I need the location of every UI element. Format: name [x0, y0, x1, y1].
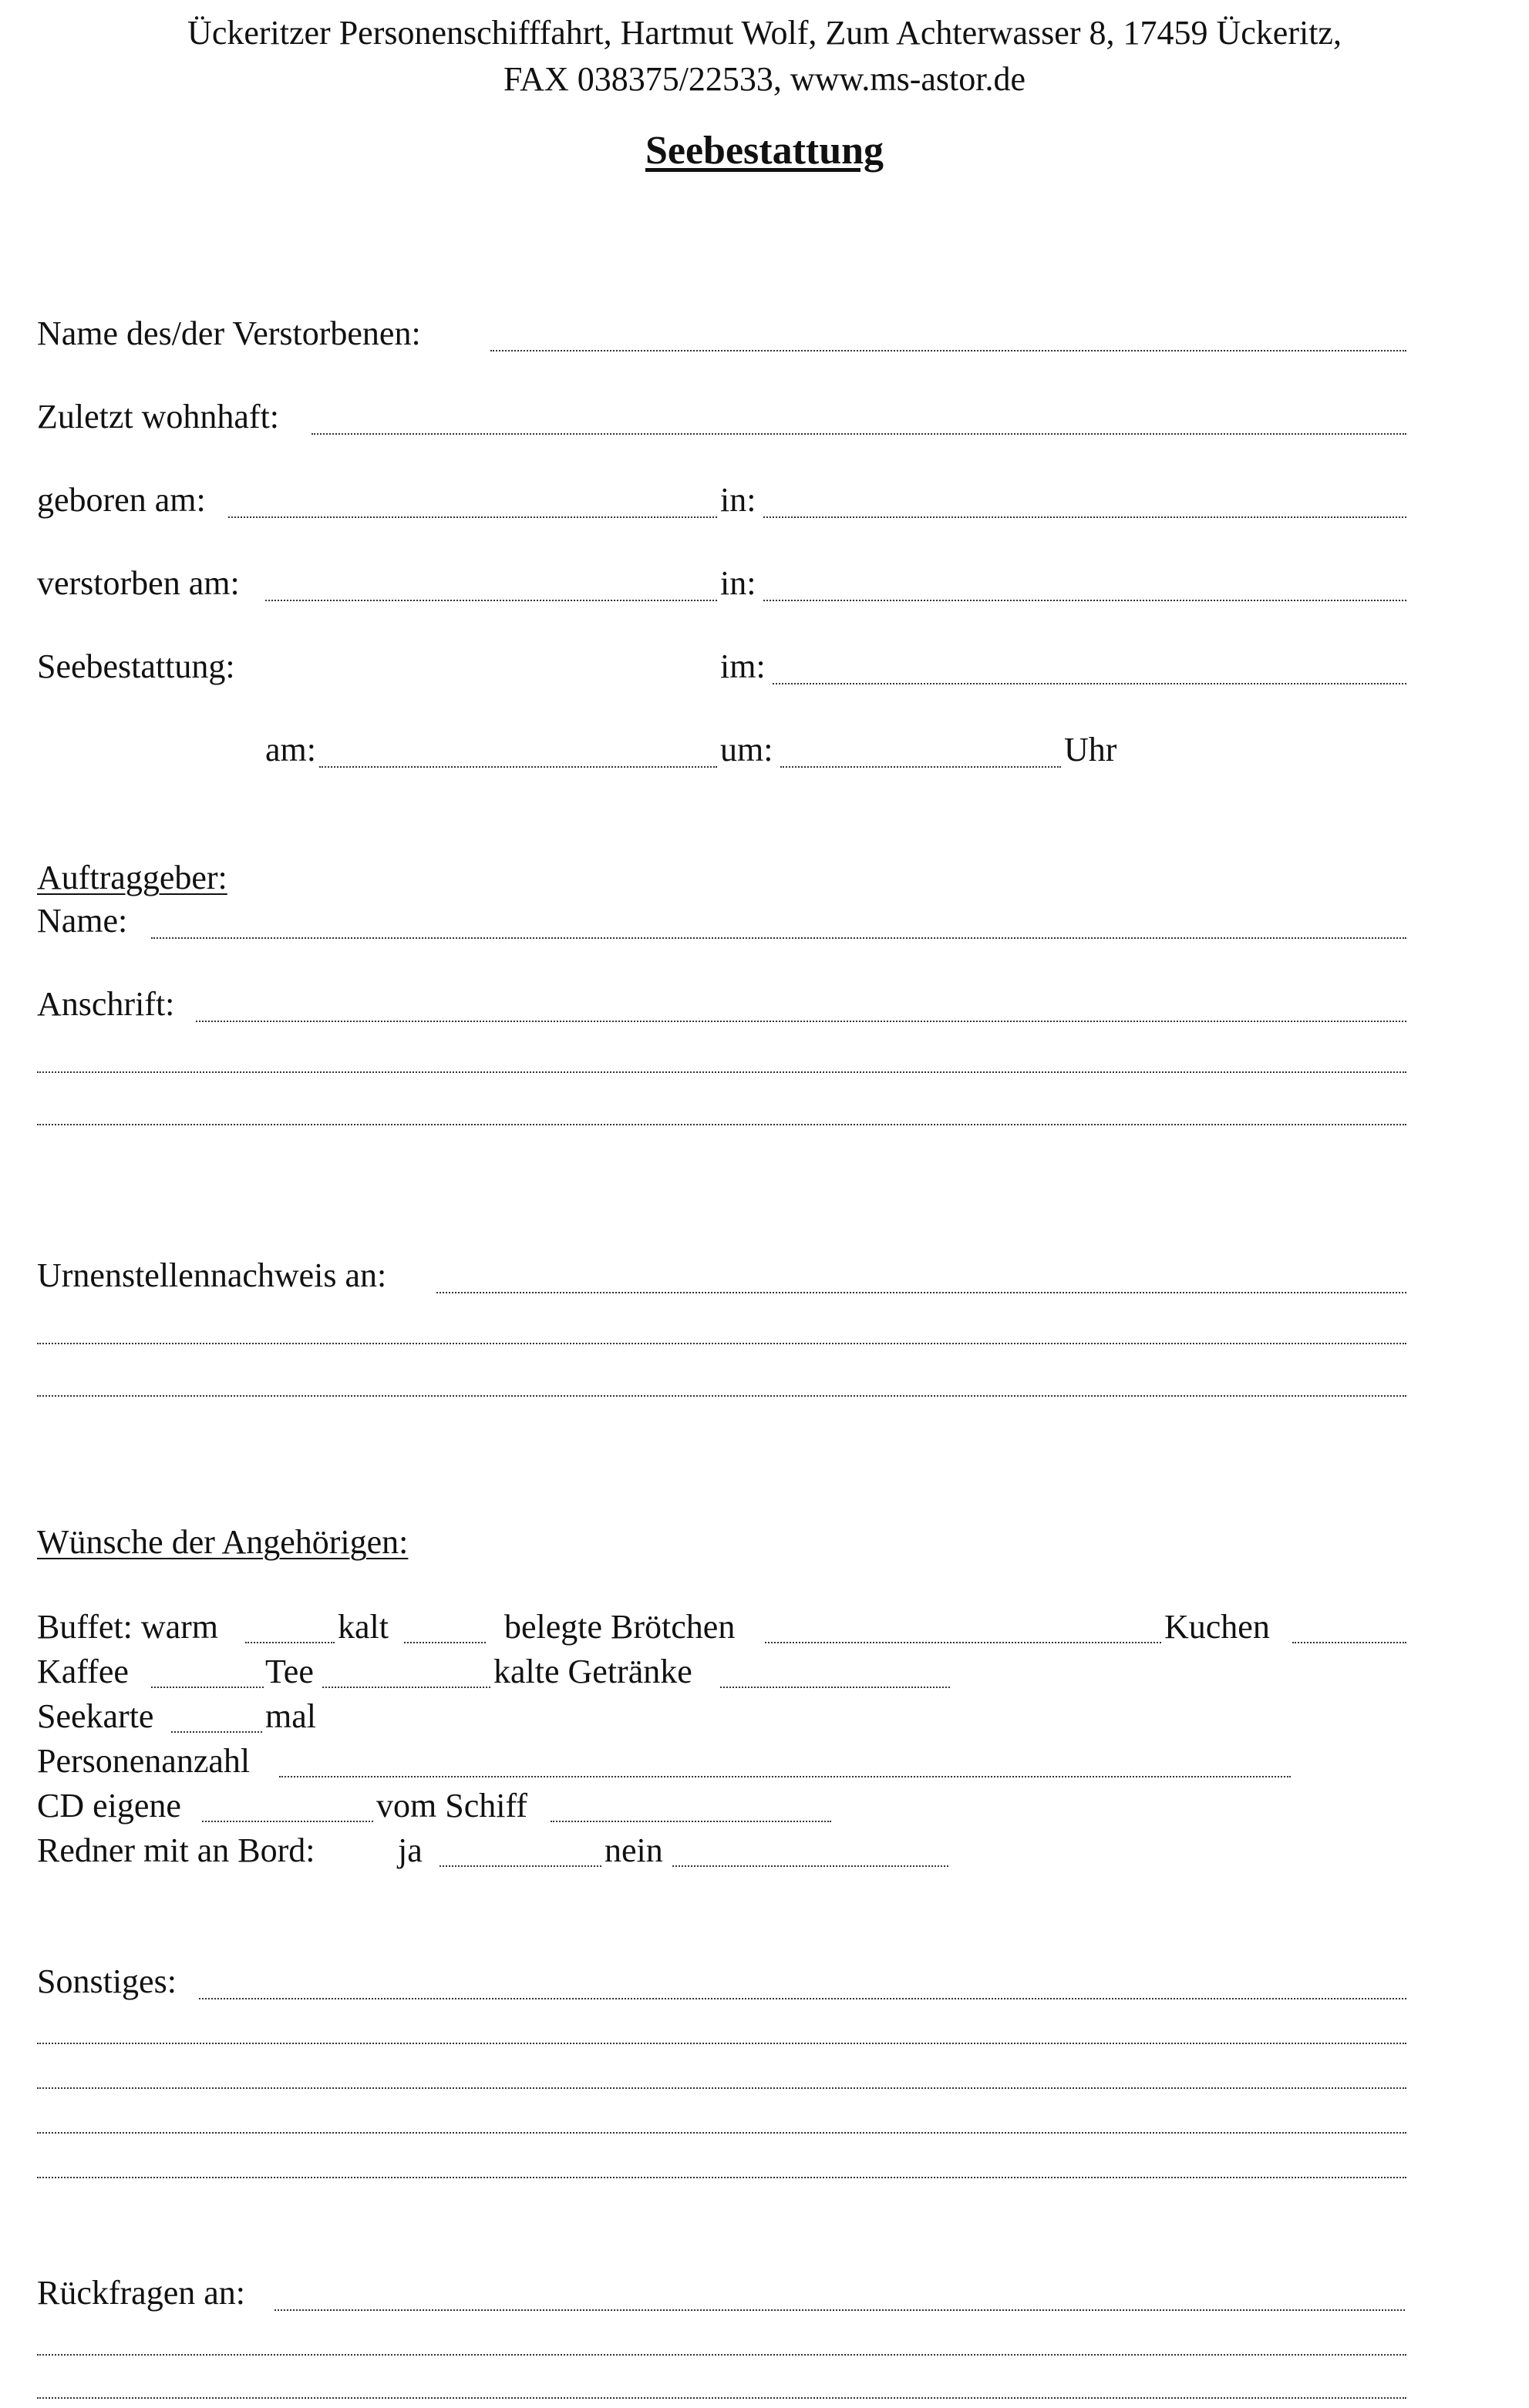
- client-heading: Auftraggeber:: [37, 859, 227, 896]
- buffet-warm-field[interactable]: [245, 1642, 335, 1643]
- rolls-field[interactable]: [765, 1642, 1161, 1643]
- client-address-field-3[interactable]: [37, 1124, 1406, 1125]
- died-place-label: in:: [720, 564, 756, 602]
- client-address-label: Anschrift:: [37, 985, 175, 1023]
- cd-ship-field[interactable]: [551, 1821, 831, 1822]
- wishes-heading: Wünsche der Angehörigen:: [37, 1523, 409, 1561]
- burial-time-field[interactable]: [780, 766, 1061, 768]
- questions-label: Rückfragen an:: [37, 2274, 245, 2312]
- client-name-label: Name:: [37, 902, 128, 940]
- burial-place-label: im:: [720, 647, 766, 685]
- buffet-warm-label: Buffet: warm: [37, 1608, 219, 1646]
- born-place-label: in:: [720, 481, 756, 519]
- cd-own-field[interactable]: [202, 1821, 373, 1822]
- burial-date-label: am:: [265, 731, 316, 768]
- company-address-line-2: FAX 038375/22533, www.ms-astor.de: [503, 60, 1026, 98]
- born-date-label: geboren am:: [37, 481, 206, 519]
- last-residence-label: Zuletzt wohnhaft:: [37, 398, 280, 436]
- misc-label: Sonstiges:: [37, 1962, 177, 2000]
- sea-chart-label: Seekarte: [37, 1697, 154, 1735]
- deceased-name-label: Name des/der Verstorbenen:: [37, 314, 421, 352]
- coffee-field[interactable]: [151, 1687, 264, 1688]
- misc-field-1[interactable]: [199, 1998, 1406, 1999]
- coffee-label: Kaffee: [37, 1653, 129, 1690]
- rolls-label: belegte Brötchen: [504, 1608, 736, 1646]
- company-address-line-1: Ückeritzer Personenschifffahrt, Hartmut Wolf, Zum Achterwasser 8, 17459 Ückeritz,: [187, 14, 1342, 52]
- cold-drinks-label: kalte Getränke: [493, 1653, 692, 1690]
- burial-label: Seebestattung:: [37, 647, 235, 685]
- cd-own-label: CD eigene: [37, 1787, 181, 1824]
- cd-ship-label: vom Schiff: [376, 1787, 527, 1824]
- persons-field[interactable]: [279, 1776, 1291, 1777]
- urn-field-2[interactable]: [37, 1343, 1406, 1344]
- misc-field-2[interactable]: [37, 2043, 1406, 2044]
- form-title: Seebestattung: [645, 129, 884, 173]
- buffet-cold-field[interactable]: [404, 1642, 486, 1643]
- client-address-field-2[interactable]: [37, 1071, 1406, 1073]
- speaker-no-label: nein: [605, 1831, 663, 1869]
- questions-field-2[interactable]: [37, 2354, 1406, 2356]
- urn-label: Urnenstellennachweis an:: [37, 1256, 387, 1294]
- urn-field-3[interactable]: [37, 1395, 1406, 1397]
- client-name-field[interactable]: [151, 937, 1406, 939]
- cold-drinks-field[interactable]: [720, 1687, 950, 1688]
- speaker-yes-field[interactable]: [440, 1865, 601, 1867]
- cake-field[interactable]: [1292, 1642, 1406, 1643]
- speaker-yes-label: ja: [398, 1831, 423, 1869]
- cake-label: Kuchen: [1164, 1608, 1270, 1646]
- persons-label: Personenanzahl: [37, 1742, 251, 1780]
- speaker-label: Redner mit an Bord:: [37, 1831, 315, 1869]
- questions-field-3[interactable]: [37, 2397, 1406, 2399]
- burial-date-field[interactable]: [319, 766, 717, 768]
- tea-label: Tee: [265, 1653, 314, 1690]
- sea-chart-times-label: mal: [265, 1697, 316, 1735]
- tea-field[interactable]: [322, 1687, 490, 1688]
- client-address-field-1[interactable]: [196, 1021, 1406, 1022]
- burial-place-field[interactable]: [773, 683, 1406, 684]
- sea-chart-field[interactable]: [171, 1731, 262, 1733]
- died-place-field[interactable]: [763, 600, 1406, 601]
- buffet-cold-label: kalt: [338, 1608, 389, 1646]
- time-unit-label: Uhr: [1064, 731, 1117, 768]
- urn-field-1[interactable]: [436, 1292, 1406, 1293]
- misc-field-4[interactable]: [37, 2132, 1406, 2134]
- questions-field-1[interactable]: [274, 2309, 1405, 2311]
- speaker-no-field[interactable]: [672, 1865, 948, 1867]
- misc-field-3[interactable]: [37, 2087, 1406, 2089]
- born-place-field[interactable]: [763, 516, 1406, 518]
- misc-field-5[interactable]: [37, 2177, 1406, 2178]
- born-date-field[interactable]: [228, 516, 717, 518]
- burial-time-label: um:: [720, 731, 773, 768]
- last-residence-field[interactable]: [312, 433, 1406, 435]
- died-date-field[interactable]: [265, 600, 717, 601]
- died-date-label: verstorben am:: [37, 564, 240, 602]
- deceased-name-field[interactable]: [490, 350, 1406, 351]
